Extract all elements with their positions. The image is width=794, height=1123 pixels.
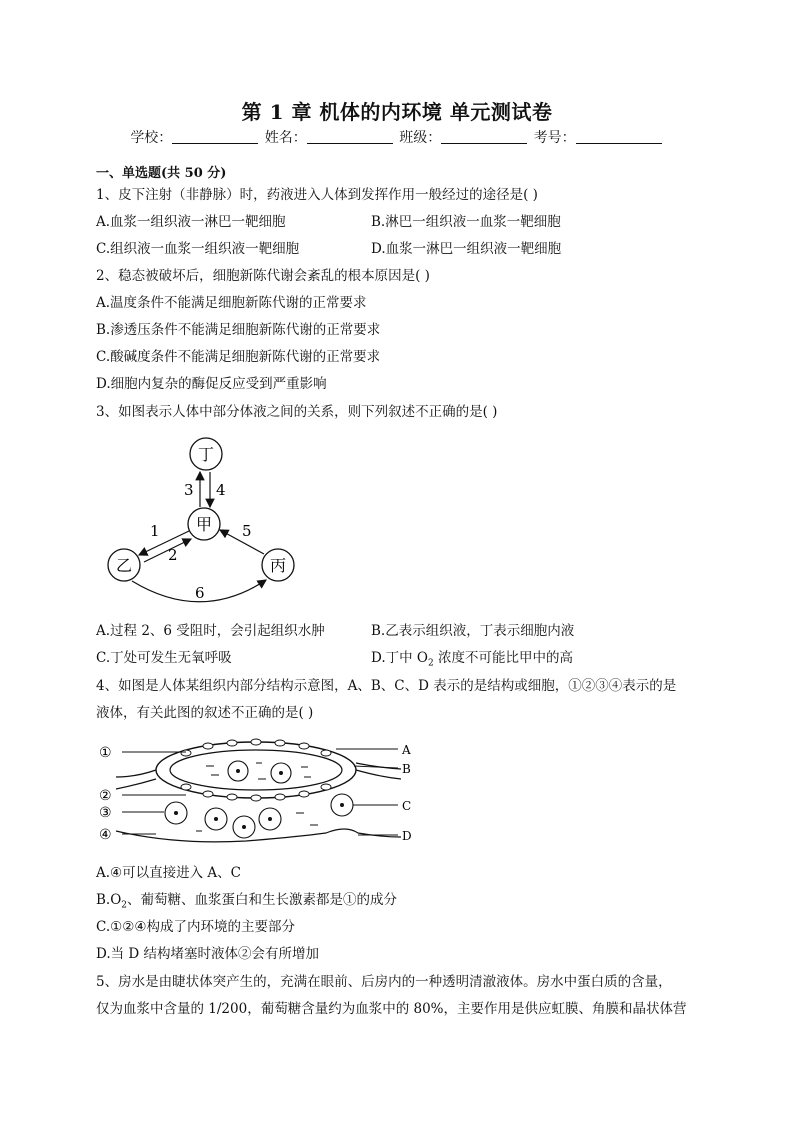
q4-stem-line2: 液体，有关此图的叙述不正确的是( ) [96, 705, 314, 721]
q3-option-a[interactable]: A.过程 2、6 受阻时，会引起组织水肿 [96, 623, 325, 639]
wall-cells [181, 739, 331, 801]
q3-option-d-pre: D.丁中 O [371, 650, 428, 666]
q3-option-d[interactable] [371, 649, 573, 673]
label-c4: ④ [99, 827, 112, 843]
q4-option-b-post: 、葡萄糖、血浆蛋白和生长激素都是①的成分 [127, 892, 398, 908]
label-c3: ③ [99, 805, 112, 821]
label-c: C [402, 799, 412, 813]
capillary-inner [170, 750, 342, 790]
q1-option-d[interactable]: D.血浆一淋巴一组织液一靶细胞 [371, 241, 562, 257]
label-3: 3 [184, 481, 194, 499]
q1-option-c[interactable]: C.组织液一血浆一组织液一靶细胞 [96, 241, 300, 257]
school-label: 学校： [130, 130, 173, 146]
q4-option-b[interactable] [96, 891, 397, 915]
node-ding-label: 丁 [197, 445, 215, 464]
q2-stem: 2、稳态被破坏后，细胞新陈代谢会紊乱的根本原因是( ) [96, 268, 430, 284]
section-heading: 一、单选题(共 50 分) [96, 166, 227, 181]
q4-option-a[interactable]: A.④可以直接进入 A、C [96, 865, 242, 881]
q2-option-c[interactable]: C.酸碱度条件不能满足细胞新陈代谢的正常要求 [96, 349, 381, 365]
q2-option-a[interactable]: A.温度条件不能满足细胞新陈代谢的正常要求 [96, 295, 367, 311]
number-field[interactable] [576, 129, 662, 144]
class-label: 班级： [399, 130, 442, 146]
q3-option-c[interactable]: C.丁处可发生无氧呼吸 [96, 650, 232, 666]
number-label: 考号： [533, 130, 576, 146]
name-label: 姓名： [264, 130, 307, 146]
label-b: B [402, 762, 411, 776]
label-2: 2 [168, 546, 178, 564]
label-5: 5 [242, 522, 252, 540]
q2-option-b[interactable]: B.渗透压条件不能满足细胞新陈代谢的正常要求 [96, 322, 381, 338]
page-title: 第 1 章 机体的内环境 单元测试卷 [241, 100, 553, 124]
q4-option-d[interactable]: D.当 D 结构堵塞时液体②会有所增加 [96, 946, 320, 962]
q1-stem: 1、皮下注射（非静脉）时，药液进入人体到发挥作用一般经过的途径是( ) [96, 187, 538, 203]
q3-stem: 3、如图表示人体中部分体液之间的关系，则下列叙述不正确的是( ) [96, 404, 498, 420]
node-bing-label: 丙 [269, 556, 287, 575]
label-d: D [402, 829, 412, 843]
label-1: 1 [150, 522, 160, 540]
q4-option-b-pre: B.O [96, 892, 122, 908]
label-a: A [402, 743, 411, 757]
label-4: 4 [216, 481, 226, 499]
node-yi-label: 乙 [115, 556, 133, 575]
q2-option-d[interactable]: D.细胞内复杂的酶促反应受到严重影响 [96, 376, 327, 392]
node-jia-label: 甲 [195, 515, 213, 534]
q4-stem-line1: 4、如图是人体某组织内部分结构示意图，A、B、C、D 表示的是结构或细胞，①②③④表示的是 [96, 678, 677, 694]
class-field[interactable] [441, 129, 527, 144]
q5-stem-line1: 5、房水是由睫状体突产生的，充满在眼前、后房内的一种透明清澈液体。房水中蛋白质的含量， [96, 974, 672, 990]
name-field[interactable] [307, 129, 393, 144]
tissue-structure-diagram [96, 733, 426, 853]
q4-option-c[interactable]: C.①②④构成了内环境的主要部分 [96, 919, 295, 935]
student-info-row [0, 127, 794, 147]
q4-option-b-sub: 2 [121, 900, 128, 911]
body-fluid-relationship-diagram [96, 428, 326, 618]
label-c1: ① [99, 745, 112, 761]
q3-option-b[interactable]: B.乙表示组织液，丁表示细胞内液 [371, 623, 575, 639]
label-c2: ② [99, 788, 112, 804]
q3-option-d-post: 浓度不可能比甲中的高 [433, 650, 574, 666]
q1-option-b[interactable]: B.淋巴一组织液一血浆一靶细胞 [371, 214, 561, 230]
q5-stem-line2: 仅为血浆中含量的 1/200，葡萄糖含量约为血浆中的 80%，主要作用是供应虹膜、角膜和晶状体营 [96, 1001, 687, 1017]
q1-option-a[interactable]: A.血浆一组织液一淋巴一靶细胞 [96, 214, 286, 230]
label-6: 6 [195, 584, 205, 602]
q3-option-d-sub: 2 [428, 658, 434, 669]
school-field[interactable] [172, 129, 258, 144]
